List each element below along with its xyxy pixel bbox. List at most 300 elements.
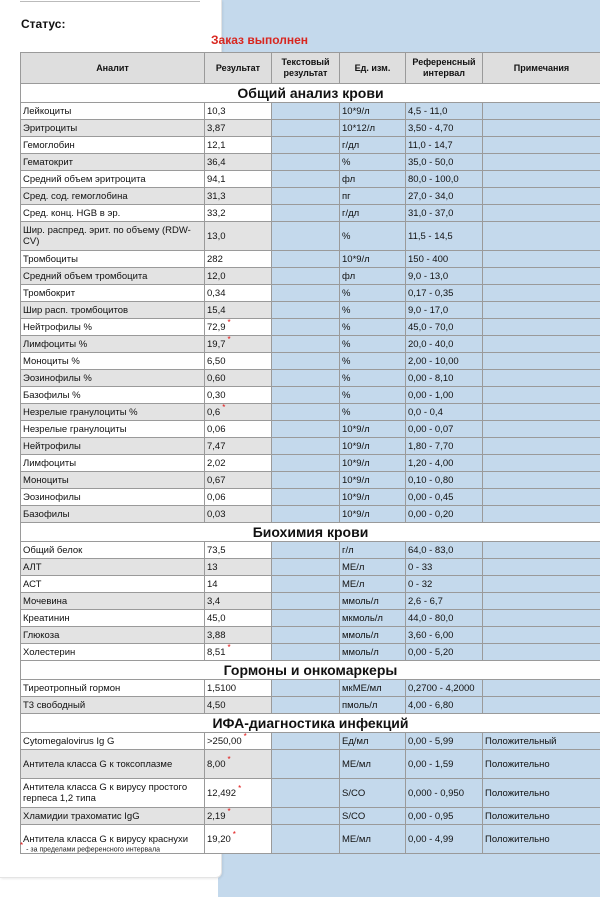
text-result-cell [272,353,340,370]
table-row [21,489,600,506]
ref-range-cell: 0,00 - 0,20 [406,506,483,523]
analyte-cell: Лимфоциты [21,455,205,472]
table-row [21,268,600,285]
result-cell [205,222,272,251]
text-result-cell [272,489,340,506]
out-of-range-flag-icon: * [222,403,226,413]
result-value: 2,02 [207,457,226,469]
analyte-cell: Нейтрофилы % [21,319,205,336]
unit-cell: 10*12/л [340,120,406,137]
result-value: 3,87 [207,122,226,134]
result-cell [205,576,272,593]
result-cell [205,610,272,627]
result-cell [205,404,272,421]
ref-range-cell: 0,00 - 1,59 [406,750,483,779]
analyte-cell: Антитела класса G к токсоплазме [21,750,205,779]
table-row [21,733,600,750]
note-cell [483,697,600,714]
out-of-range-flag-icon: * [232,830,236,840]
column-header-notes: Примечания [483,53,600,84]
table-row [21,336,600,353]
unit-cell: Ед/мл [340,733,406,750]
result-value: 0,06 [207,423,226,435]
result-cell [205,370,272,387]
text-result-cell [272,205,340,222]
ref-range-cell: 44,0 - 80,0 [406,610,483,627]
note-cell [483,472,600,489]
ref-range-cell: 45,0 - 70,0 [406,319,483,336]
ref-range-cell: 1,80 - 7,70 [406,438,483,455]
result-cell [205,120,272,137]
analyte-cell: Нейтрофилы [21,438,205,455]
analyte-cell: Общий белок [21,542,205,559]
text-result-cell [272,627,340,644]
unit-cell: 10*9/л [340,421,406,438]
analyte-cell: Креатинин [21,610,205,627]
note-cell [483,285,600,302]
analyte-cell: Тромбоциты [21,251,205,268]
table-row [21,559,600,576]
result-value: 3,88 [207,629,226,641]
unit-cell: 10*9/л [340,438,406,455]
analyte-cell: АСТ [21,576,205,593]
unit-cell: % [340,319,406,336]
result-value: 12,492 [207,787,237,799]
note-cell [483,627,600,644]
table-row [21,627,600,644]
result-cell [205,387,272,404]
note-cell: Положительно [483,808,600,825]
text-result-cell [272,808,340,825]
note-cell: Положительно [483,825,600,854]
unit-cell: г/дл [340,137,406,154]
table-row [21,103,600,120]
note-cell [483,205,600,222]
result-cell [205,779,272,808]
result-cell [205,680,272,697]
analyte-cell: Холестерин [21,644,205,661]
table-row [21,171,600,188]
unit-cell: % [340,154,406,171]
analyte-cell: Базофилы % [21,387,205,404]
note-cell [483,559,600,576]
text-result-cell [272,779,340,808]
top-divider [20,1,200,2]
result-value: 8,51 [207,646,226,658]
ref-range-cell: 0,2700 - 4,2000 [406,680,483,697]
ref-range-cell: 11,5 - 14,5 [406,222,483,251]
ref-range-cell: 2,6 - 6,7 [406,593,483,610]
ref-range-cell: 0 - 32 [406,576,483,593]
result-value: 14 [207,578,218,590]
result-cell [205,421,272,438]
table-row [21,319,600,336]
note-cell [483,302,600,319]
section-header-row [21,523,600,542]
result-cell [205,559,272,576]
legend-text: - за пределами референсного интервала [26,846,161,854]
note-cell [483,319,600,336]
unit-cell: % [340,302,406,319]
unit-cell: пмоль/л [340,697,406,714]
ref-range-cell: 80,0 - 100,0 [406,171,483,188]
unit-cell: МЕ/мл [340,750,406,779]
table-row [21,576,600,593]
unit-cell: фл [340,171,406,188]
ref-range-cell: 0,00 - 1,00 [406,387,483,404]
note-cell [483,644,600,661]
out-of-range-flag-icon: * [227,643,231,653]
analyte-cell: Хламидии трахоматис IgG [21,808,205,825]
analyte-cell: Тромбокрит [21,285,205,302]
text-result-cell [272,336,340,353]
text-result-cell [272,137,340,154]
ref-range-cell: 0,0 - 0,4 [406,404,483,421]
result-cell [205,593,272,610]
text-result-cell [272,251,340,268]
ref-range-cell: 0,00 - 4,99 [406,825,483,854]
result-value: 19,20 [207,833,231,845]
result-cell [205,251,272,268]
out-of-range-flag-icon: * [227,807,231,817]
result-value: 13 [207,561,218,573]
table-row [21,472,600,489]
out-of-range-flag-icon: * [238,784,242,794]
text-result-cell [272,506,340,523]
analyte-cell: Сред. сод. гемоглобина [21,188,205,205]
note-cell [483,222,600,251]
note-cell [483,593,600,610]
result-cell [205,137,272,154]
table-row [21,438,600,455]
table-row [21,251,600,268]
text-result-cell [272,268,340,285]
note-cell [483,154,600,171]
unit-cell: % [340,353,406,370]
ref-range-cell: 0,00 - 0,95 [406,808,483,825]
unit-cell: МЕ/л [340,576,406,593]
ref-range-cell: 9,0 - 17,0 [406,302,483,319]
result-cell [205,750,272,779]
text-result-cell [272,472,340,489]
ref-range-cell: 0,00 - 0,45 [406,489,483,506]
table-row [21,387,600,404]
analyte-cell: Cytomegalovirus Ig G [21,733,205,750]
ref-range-cell: 0,00 - 8,10 [406,370,483,387]
text-result-cell [272,610,340,627]
table-row [21,137,600,154]
column-header-result: Результат [205,53,272,84]
unit-cell: % [340,285,406,302]
result-value: 1,5100 [207,682,237,694]
text-result-cell [272,319,340,336]
column-header-text-result: Текстовый результат [272,53,340,84]
unit-cell: мкмоль/л [340,610,406,627]
analyte-cell: Средний объем тромбоцита [21,268,205,285]
table-row [21,808,600,825]
note-cell [483,268,600,285]
result-value: 0,6 [207,406,221,418]
result-value: 4,50 [207,699,226,711]
result-value: 45,0 [207,612,226,624]
result-value: 8,00 [207,758,226,770]
unit-cell: МЕ/л [340,559,406,576]
text-result-cell [272,438,340,455]
result-cell [205,697,272,714]
result-value: 282 [207,253,223,265]
result-value: 6,50 [207,355,226,367]
result-cell [205,336,272,353]
result-cell [205,506,272,523]
table-row [21,680,600,697]
result-cell [205,438,272,455]
result-value: 94,1 [207,173,226,185]
note-cell [483,455,600,472]
note-cell [483,542,600,559]
ref-range-cell: 3,50 - 4,70 [406,120,483,137]
table-row [21,353,600,370]
analyte-cell: Мочевина [21,593,205,610]
ref-range-cell: 150 - 400 [406,251,483,268]
result-cell [205,171,272,188]
unit-cell: % [340,370,406,387]
out-of-range-flag-icon: * [243,732,247,742]
result-value: 72,9 [207,321,226,333]
unit-cell: 10*9/л [340,251,406,268]
table-row [21,120,600,137]
text-result-cell [272,455,340,472]
column-header-analyte: Аналит [21,53,205,84]
table-row [21,542,600,559]
text-result-cell [272,171,340,188]
status-label: Статус: [21,17,66,31]
unit-cell: S/CO [340,779,406,808]
out-of-range-flag-icon: * [227,755,231,765]
analyte-cell: Эритроциты [21,120,205,137]
note-cell [483,103,600,120]
table-row [21,302,600,319]
table-row [21,154,600,171]
unit-cell: % [340,336,406,353]
unit-cell: ммоль/л [340,593,406,610]
note-cell [483,421,600,438]
ref-range-cell: 35,0 - 50,0 [406,154,483,171]
text-result-cell [272,644,340,661]
analyte-cell: Эозинофилы % [21,370,205,387]
result-cell [205,489,272,506]
ref-range-cell: 4,5 - 11,0 [406,103,483,120]
result-value: 13,0 [207,230,226,242]
result-cell [205,353,272,370]
result-cell [205,319,272,336]
note-cell [483,489,600,506]
result-value: 3,4 [207,595,221,607]
result-cell [205,472,272,489]
analyte-cell: Эозинофилы [21,489,205,506]
ref-range-cell: 2,00 - 10,00 [406,353,483,370]
result-value: 0,30 [207,389,226,401]
unit-cell: % [340,387,406,404]
result-value: 36,4 [207,156,226,168]
text-result-cell [272,750,340,779]
text-result-cell [272,302,340,319]
result-cell [205,285,272,302]
note-cell [483,336,600,353]
analyte-cell: Моноциты [21,472,205,489]
analyte-cell: Базофилы [21,506,205,523]
result-value: 0,60 [207,372,226,384]
result-cell [205,825,272,854]
column-header-unit: Ед. изм. [340,53,406,84]
unit-cell: ммоль/л [340,627,406,644]
text-result-cell [272,188,340,205]
text-result-cell [272,370,340,387]
note-cell [483,506,600,523]
unit-cell: 10*9/л [340,506,406,523]
result-value: 2,19 [207,810,226,822]
unit-cell: % [340,404,406,421]
result-cell [205,154,272,171]
result-value: 0,67 [207,474,226,486]
section-header-row [21,714,600,733]
table-row [21,370,600,387]
table-header-row [21,53,600,84]
note-cell [483,680,600,697]
text-result-cell [272,154,340,171]
table-row [21,750,600,779]
flag-legend [20,841,161,854]
text-result-cell [272,542,340,559]
ref-range-cell: 9,0 - 13,0 [406,268,483,285]
table-row [21,644,600,661]
ref-range-cell: 0,00 - 5,99 [406,733,483,750]
note-cell [483,353,600,370]
note-cell [483,171,600,188]
result-cell [205,103,272,120]
lab-results-table [20,52,600,854]
result-value: 10,3 [207,105,226,117]
note-cell: Положительный [483,733,600,750]
analyte-cell: Шир. распред. эрит. по объему (RDW-CV) [21,222,205,251]
table-row [21,506,600,523]
note-cell [483,137,600,154]
note-cell [483,576,600,593]
unit-cell: МЕ/мл [340,825,406,854]
note-cell [483,387,600,404]
text-result-cell [272,697,340,714]
table-row [21,455,600,472]
ref-range-cell: 0,17 - 0,35 [406,285,483,302]
analyte-cell: Незрелые гранулоциты % [21,404,205,421]
analyte-cell: Антитела класса G к вирусу краснухи [21,825,205,854]
text-result-cell [272,593,340,610]
analyte-cell: Средний объем эритроцита [21,171,205,188]
table-row [21,205,600,222]
analyte-cell: Гемоглобин [21,137,205,154]
result-cell [205,808,272,825]
unit-cell: S/CO [340,808,406,825]
analyte-cell: Антитела класса G к вирусу простого герпеса 1,2 типа [21,779,205,808]
text-result-cell [272,222,340,251]
unit-cell: пг [340,188,406,205]
table-row [21,779,600,808]
table-row [21,188,600,205]
unit-cell: 10*9/л [340,489,406,506]
analyte-cell: Т3 свободный [21,697,205,714]
ref-range-cell: 64,0 - 83,0 [406,542,483,559]
column-header-ref-range: Референсный интервал [406,53,483,84]
result-cell [205,205,272,222]
table-row [21,404,600,421]
analyte-cell: Лимфоциты % [21,336,205,353]
order-status-value: Заказ выполнен [211,33,309,47]
ref-range-cell: 3,60 - 6,00 [406,627,483,644]
table-row [21,610,600,627]
unit-cell: г/л [340,542,406,559]
analyte-cell: Шир расп. тромбоцитов [21,302,205,319]
result-value: >250,00 [207,735,242,747]
result-value: 33,2 [207,207,226,219]
text-result-cell [272,576,340,593]
analyte-cell: Гематокрит [21,154,205,171]
table-row [21,285,600,302]
section-header-row [21,84,600,103]
result-cell [205,644,272,661]
result-cell [205,188,272,205]
analyte-cell: Глюкоза [21,627,205,644]
text-result-cell [272,733,340,750]
note-cell [483,438,600,455]
note-cell: Положительно [483,779,600,808]
text-result-cell [272,404,340,421]
result-cell [205,268,272,285]
result-value: 0,34 [207,287,226,299]
table-row [21,697,600,714]
out-of-range-flag-icon: * [227,318,231,328]
note-cell [483,404,600,421]
result-cell [205,455,272,472]
ref-range-cell: 1,20 - 4,00 [406,455,483,472]
analyte-cell: Сред. конц. HGB в эр. [21,205,205,222]
text-result-cell [272,559,340,576]
ref-range-cell: 11,0 - 14,7 [406,137,483,154]
note-cell [483,251,600,268]
ref-range-cell: 27,0 - 34,0 [406,188,483,205]
unit-cell: мкМЕ/мл [340,680,406,697]
unit-cell: ммоль/л [340,644,406,661]
analyte-cell: Незрелые гранулоциты [21,421,205,438]
section-header-row [21,661,600,680]
flag-marker-icon: * [20,841,24,850]
analyte-cell: Тиреотропный гормон [21,680,205,697]
section-title: Общий анализ крови [21,84,600,103]
text-result-cell [272,825,340,854]
ref-range-cell: 0,000 - 0,950 [406,779,483,808]
result-value: 73,5 [207,544,226,556]
ref-range-cell: 31,0 - 37,0 [406,205,483,222]
table-row [21,593,600,610]
ref-range-cell: 0 - 33 [406,559,483,576]
note-cell [483,188,600,205]
result-value: 15,4 [207,304,226,316]
unit-cell: фл [340,268,406,285]
result-value: 12,1 [207,139,226,151]
section-title: Биохимия крови [21,523,600,542]
ref-range-cell: 0,00 - 0,07 [406,421,483,438]
note-cell [483,370,600,387]
ref-range-cell: 4,00 - 6,80 [406,697,483,714]
note-cell: Положительно [483,750,600,779]
